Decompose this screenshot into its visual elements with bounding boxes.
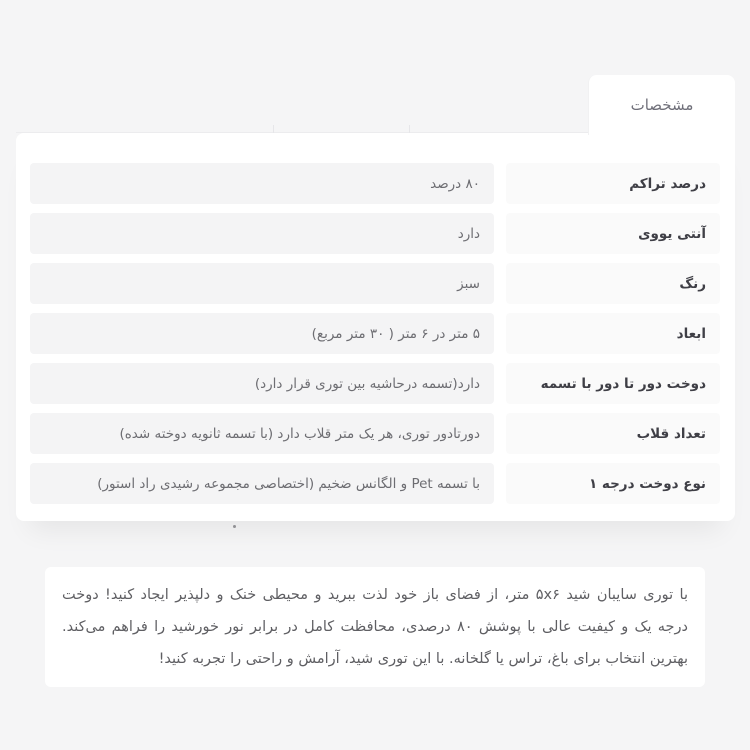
tab-specifications[interactable]: مشخصات [588,75,735,135]
spec-label: رنگ [506,263,720,304]
product-description-box [45,567,705,687]
stray-dot [233,525,236,528]
spec-row [30,313,720,354]
spec-label: دوخت دور تا دور با تسمه [506,363,720,404]
spec-value: با تسمه Pet و الگانس ضخیم (اختصاصی مجموعه رشیدی راد استور) [30,463,494,504]
spec-label: آنتی یووی [506,213,720,254]
spec-row [30,163,720,204]
spec-value: سبز [30,263,494,304]
specs-table [30,163,720,504]
tab-separator [409,125,410,133]
spec-label: درصد تراکم [506,163,720,204]
spec-row [30,263,720,304]
spec-value: ۸۰ درصد [30,163,494,204]
spec-row [30,363,720,404]
spec-label: نوع دوخت درجه ۱ [506,463,720,504]
spec-label: ابعاد [506,313,720,354]
spec-value: ۵ متر در ۶ متر ( ۳۰ متر مربع) [30,313,494,354]
spec-label: تعداد قلاب [506,413,720,454]
spec-row [30,413,720,454]
specifications-card [16,133,735,521]
spec-value: دارد(تسمه درحاشیه بین توری قرار دارد) [30,363,494,404]
product-description-text: با توری سایبان شید ۵x۶ متر، از فضای باز خود لذت ببرید و محیطی خنک و دلپذیر ایجاد کنید! دوخت درجه یک و کیفیت عالی با پوشش ۸۰ درصدی، محافظت کامل در برابر نور خورشید را فراهم می‌کند. بهترین انتخاب برای باغ، تراس یا گلخانه. با این توری شید، آرامش و راحتی را تجربه کنید! [62,587,688,667]
spec-value: دارد [30,213,494,254]
spec-row [30,463,720,504]
spec-row [30,213,720,254]
spec-value: دورتادور توری، هر یک متر قلاب دارد (با تسمه ثانویه دوخته شده) [30,413,494,454]
tab-separator [273,125,274,133]
